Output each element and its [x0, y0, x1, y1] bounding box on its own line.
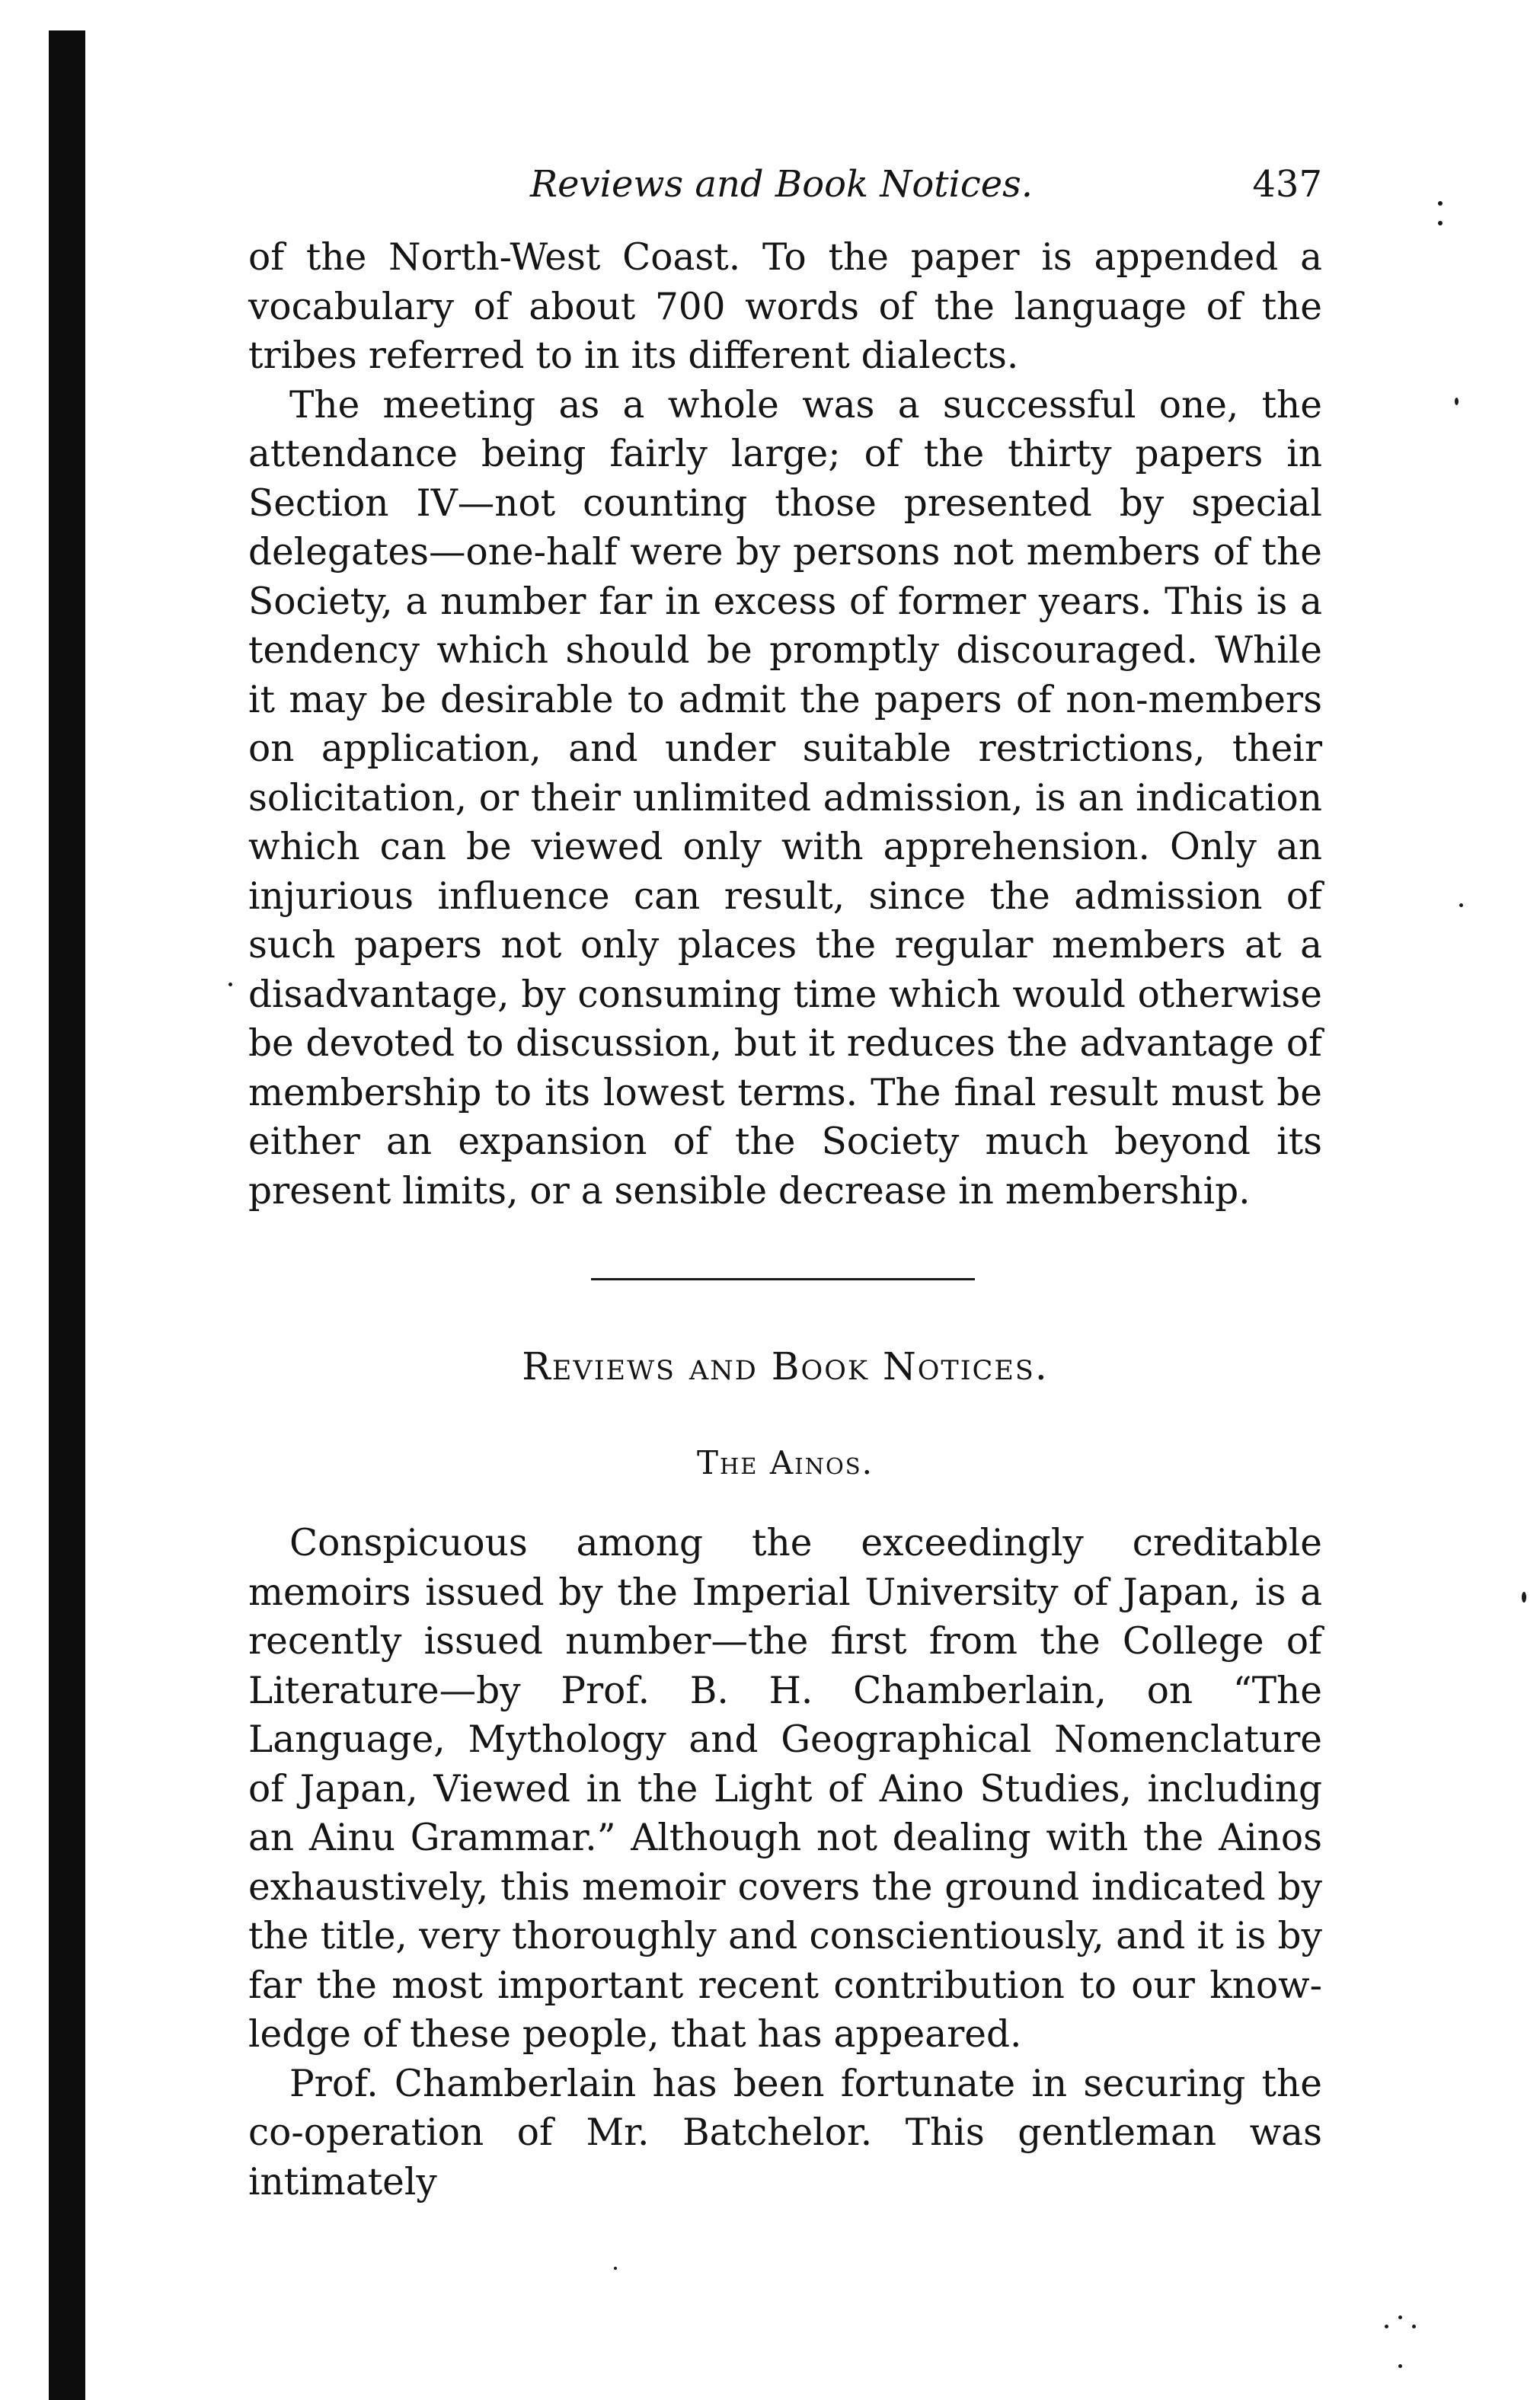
- page-number: 437: [1252, 163, 1322, 206]
- article-continuation: [248, 233, 1322, 1216]
- scan-speck: [1385, 2325, 1388, 2328]
- scan-speck: [1522, 1592, 1526, 1603]
- section-divider: [591, 1278, 975, 1280]
- scan-speck: [1398, 2364, 1402, 2368]
- scan-speck: [1455, 398, 1459, 405]
- page-binding-edge: [49, 30, 85, 2400]
- paragraph: Prof. Chamberlain has been fortunate in securing the co-operation of Mr. Batchelor. This gentleman was intimately: [248, 2062, 1322, 2203]
- scan-speck: [1438, 221, 1443, 225]
- scan-speck: [1412, 2325, 1416, 2328]
- scan-speck: [1459, 903, 1463, 907]
- scan-speck: [1398, 2315, 1402, 2319]
- section-heading: Reviews and Book Notices.: [522, 1344, 1049, 1389]
- scan-speck: [1438, 201, 1443, 206]
- review-body: [248, 1519, 1322, 2207]
- scan-speck: [228, 983, 232, 986]
- paragraph: Conspicuous among the exceedingly creditable memoirs issued by the Imperial University of Japan, is a recently issued number—the first from the College of Literature—by Prof. B. H. Chamberlain, on “The Language, Mythology and Geographical Nomenclature of Japan, Viewed in the Light of Aino Studies, including an Ainu Grammar.” Although not dealing with the Ainos exhaustively, this memoir covers the ground indicated by the title, very thoroughly and conscientiously, and it is by far the most important recent contribution to our knowledge of these people, that has appeared.: [248, 1522, 1322, 2056]
- running-title: Reviews and Book Notices.: [530, 163, 1034, 206]
- paragraph: The meeting as a whole was a successful one, the attendance being fairly large; of the thirty papers in Section IV—not counting those presented by special delegates—one-half were by persons not members of the Society, a number far in excess of former years. This is a tendency which should be promptly discouraged. While it may be desirable to admit the papers of non-members on application, and under suitable restrictions, their solicitation, or their unlimited admission, is an indication which can be viewed only with apprehension. Only an injurious influence can result, since the admission of such papers not only places the regular members at a disadvantage, by consuming time which would otherwise be devoted to discussion, but it reduces the advantage of membership to its lowest terms. The final result must be either an expansion of the Society much beyond its present limits, or a sensible decrease in membership.: [248, 383, 1322, 1213]
- scan-speck: [614, 2267, 617, 2270]
- running-head: [248, 152, 1322, 216]
- review-title: The Ainos.: [697, 1444, 874, 1481]
- paragraph: of the North-West Coast. To the paper is appended a vocabulary of about 700 words of the language of the tribes referred to in its different dialects.: [248, 236, 1322, 377]
